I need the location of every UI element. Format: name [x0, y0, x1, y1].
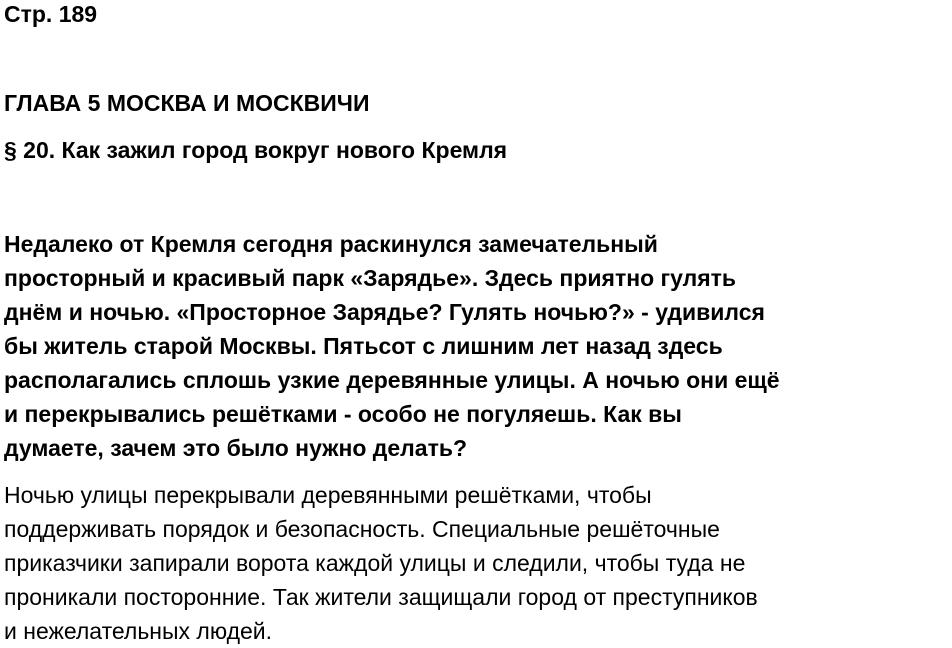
question-line: днём и ночью. «Просторное Зарядье? Гулять ночью?» - удивился — [4, 299, 765, 325]
question-paragraph — [4, 227, 948, 465]
question-line: бы житель старой Москвы. Пятьсот с лишним лет назад здесь — [4, 333, 723, 359]
answer-paragraph — [4, 478, 948, 648]
question-line: думаете, зачем это было нужно делать? — [4, 435, 468, 461]
answer-line: поддерживать порядок и безопасность. Специальные решёточные — [4, 516, 720, 542]
answer-line: проникали посторонние. Так жители защищали город от преступников — [4, 584, 758, 610]
section-title: § 20. Как зажил город вокруг нового Кремля — [4, 137, 508, 163]
question-line: и перекрывались решётками - особо не погуляешь. Как вы — [4, 401, 682, 427]
answer-line: приказчики запирали ворота каждой улицы и следили, чтобы туда не — [4, 550, 746, 576]
question-line: располагались сплошь узкие деревянные улицы. А ночью они ещё — [4, 367, 780, 393]
chapter-title: ГЛАВА 5 МОСКВА И МОСКВИЧИ — [4, 90, 370, 116]
answer-line: и нежелательных людей. — [4, 618, 273, 644]
answer-line: Ночью улицы перекрывали деревянными решётками, чтобы — [4, 482, 652, 508]
page-number: Стр. 189 — [4, 1, 98, 27]
question-line: просторный и красивый парк «Зарядье». Здесь приятно гулять — [4, 265, 737, 291]
question-line: Недалеко от Кремля сегодня раскинулся замечательный — [4, 231, 658, 257]
